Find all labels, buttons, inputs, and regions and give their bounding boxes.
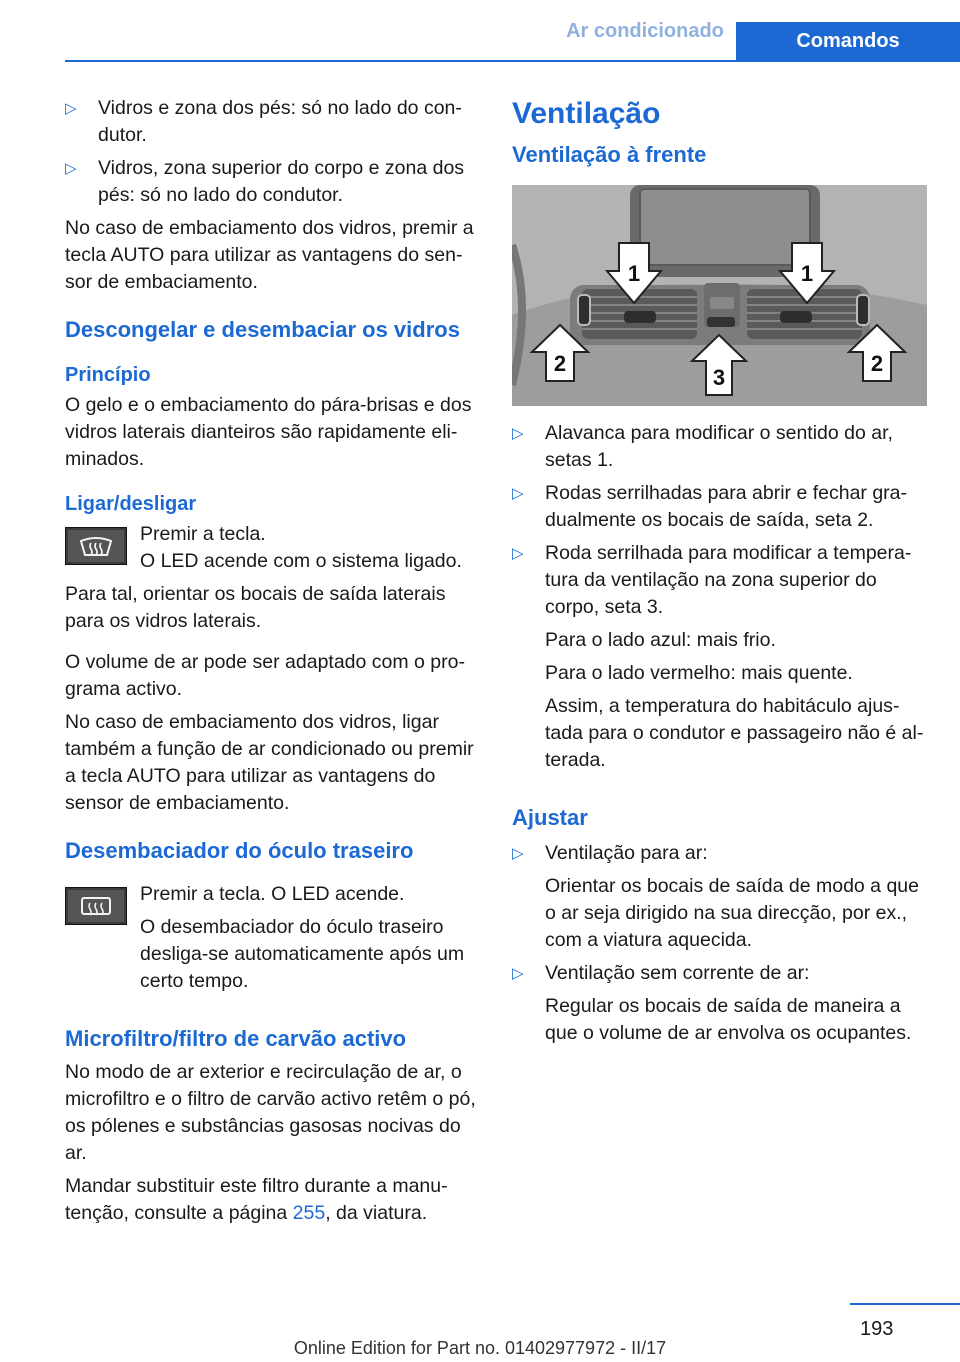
windshield-defrost-icon — [65, 527, 127, 565]
front-vents-figure — [512, 185, 927, 406]
right-column — [512, 95, 927, 1053]
left-column — [65, 95, 480, 1233]
heading-front-ventilation: Ventilação à frente — [512, 142, 707, 167]
list-item: ▷ Ventilação para ar: — [512, 840, 927, 867]
heading-defrost: Descongelar e desembaciar os vidros — [65, 317, 460, 342]
arrow-label-1: 1 — [800, 261, 814, 286]
arrow-label-2: 2 — [870, 351, 884, 376]
heading-filter: Microfiltro/filtro de carvão activo — [65, 1026, 407, 1051]
paragraph: No modo de ar exterior e recirculação de ar, o microfiltro e o filtro de carvão activo retêm o pó, os pólenes e substâncias gasosas nocivas do ar. — [65, 1061, 476, 1164]
arrow-label-1: 1 — [627, 261, 641, 286]
paragraph: Para tal, orientar os bocais de saída laterais para os vidros laterais. — [65, 583, 446, 632]
section-tab[interactable]: Ar condicionado — [566, 20, 724, 42]
heading-ventilation: Ventilação — [512, 97, 661, 130]
heading-principle: Princípio — [65, 364, 151, 386]
heading-rear-defroster: Desembaciador do óculo traseiro — [65, 838, 414, 863]
paragraph: Regular os bocais de saída de maneira a que o volume de ar envolva os ocupantes. — [545, 995, 912, 1044]
list-item: ▷ Ventilação sem corrente de ar: — [512, 960, 927, 987]
bullet-triangle-icon: ▷ — [512, 485, 524, 502]
defrost-key-row — [65, 521, 480, 575]
paragraph: Mandar substituir este filtro durante a manutenção, consulte a página 255, da viatura. — [65, 1175, 448, 1224]
list-item: ▷ Vidros e zona dos pés: só no lado do condutor. — [65, 95, 480, 149]
paragraph: Para o lado azul: mais frio. — [545, 629, 776, 651]
chapter-tab[interactable]: Comandos — [736, 22, 960, 60]
list-item: ▷ Roda serrilhada para modificar a temperatura da ventilação na zona superior do corpo, seta 3. — [512, 540, 927, 621]
bullet-triangle-icon: ▷ — [512, 965, 524, 982]
heading-on-off: Ligar/desligar — [65, 493, 197, 515]
bullet-triangle-icon: ▷ — [65, 100, 77, 117]
list-item: ▷ Vidros, zona superior do corpo e zona dos pés: só no lado do condutor. — [65, 155, 480, 209]
list-item: ▷ Rodas serrilhadas para abrir e fechar gradualmente os bocais de saída, seta 2. — [512, 480, 927, 534]
paragraph: Para o lado vermelho: mais quente. — [545, 662, 853, 684]
page-number-rule — [850, 1303, 960, 1305]
paragraph: O gelo e o embaciamento do pára-brisas e dos vidros laterais dianteiros são rapidamente eliminados. — [65, 394, 472, 470]
list-item: ▷ Alavanca para modificar o sentido do ar, setas 1. — [512, 420, 927, 474]
bullet-triangle-icon: ▷ — [512, 425, 524, 442]
arrow-label-3: 3 — [712, 365, 726, 390]
heading-adjust: Ajustar — [512, 805, 588, 830]
paragraph: No caso de embaciamento dos vidros, ligar também a função de ar condicionado ou premir a tecla AUTO para utilizar as vantagens do sensor de embaciamento. — [65, 711, 474, 814]
bullet-triangle-icon: ▷ — [65, 160, 77, 177]
bullet-triangle-icon: ▷ — [512, 845, 524, 862]
page-link[interactable]: 255 — [292, 1202, 326, 1224]
key-instructions: Premir a tecla. O LED acende. O desembaciador do óculo traseiro desliga-se automaticamente após um certo tempo. — [140, 883, 465, 992]
rear-key-row — [65, 881, 480, 995]
page-header — [0, 0, 960, 62]
bullet-triangle-icon: ▷ — [512, 545, 524, 562]
paragraph: No caso de embaciamento dos vidros, premir a tecla AUTO para utilizar as vantagens do sensor de embaciamento. — [65, 217, 474, 293]
paragraph: O volume de ar pode ser adaptado com o programa activo. — [65, 651, 465, 700]
page-number: 193 — [860, 1318, 894, 1340]
arrow-label-2: 2 — [553, 351, 567, 376]
paragraph: Assim, a temperatura do habitáculo ajustada para o condutor e passageiro não é alterada. — [545, 695, 924, 771]
paragraph: Orientar os bocais de saída de modo a que o ar seja dirigido na sua direcção, por ex., com a viatura aquecida. — [545, 875, 919, 951]
header-rule — [65, 60, 960, 62]
key-instructions: Premir a tecla. O LED acende com o sistema ligado. — [140, 523, 462, 572]
footer-edition: Online Edition for Part no. 01402977972 - II/17 — [293, 1338, 667, 1358]
